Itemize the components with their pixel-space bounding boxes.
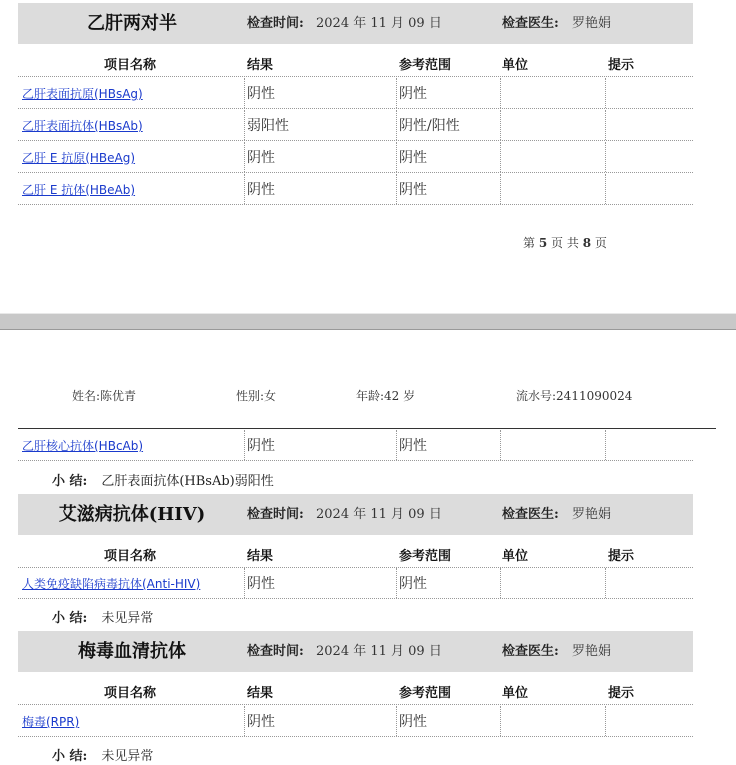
summary-hbv: 小 结: 乙肝表面抗体(HBsAb)弱阳性 [52, 474, 274, 489]
col-result-header: 结果 [247, 686, 274, 701]
table-row [18, 110, 693, 141]
patient-age: 年龄:42 岁 [356, 389, 416, 403]
page-separator [0, 313, 736, 330]
col-ref-header: 参考范围 [399, 686, 452, 701]
table-header [18, 537, 693, 568]
table-header [18, 46, 693, 77]
result-value: 阴性 [247, 150, 275, 166]
col-result-header: 结果 [247, 549, 274, 564]
exam-time-label: 检查时间: [247, 644, 304, 659]
result-value: 阴性 [247, 714, 275, 730]
ref-range: 阴性 [399, 714, 427, 730]
exam-time-label: 检查时间: [247, 16, 304, 31]
item-link[interactable]: 乙肝表面抗原(HBsAg) [22, 87, 143, 101]
serial-number: 流水号:2411090024 [516, 389, 633, 403]
ref-range: 阴性 [399, 86, 427, 102]
item-link[interactable]: 乙肝 E 抗原(HBeAg) [22, 151, 136, 165]
col-name-header: 项目名称 [104, 686, 157, 701]
footer-post: 页 [594, 236, 607, 250]
result-value: 阴性 [247, 86, 275, 102]
col-ref-header: 参考范围 [399, 58, 452, 73]
col-result-header: 结果 [247, 58, 274, 73]
section-title: 乙肝两对半 [87, 13, 177, 34]
ref-range: 阴性 [399, 150, 427, 166]
section-header-hbv [18, 3, 693, 44]
ref-range: 阴性/阳性 [399, 118, 460, 134]
footer-page-number: 5 [538, 236, 548, 250]
footer-mid: 页 共 [551, 236, 579, 250]
doctor-label: 检查医生: [502, 16, 559, 31]
doctor-value: 罗艳娟 [572, 644, 612, 659]
col-ref-header: 参考范围 [399, 549, 452, 564]
ref-range: 阴性 [399, 182, 427, 198]
doctor-label: 检查医生: [502, 644, 559, 659]
result-value: 阴性 [247, 182, 275, 198]
item-link[interactable]: 梅毒(RPR) [22, 715, 80, 729]
table-row [18, 142, 693, 173]
section-header-syphilis [18, 631, 693, 672]
exam-time-label: 检查时间: [247, 507, 304, 522]
item-link[interactable]: 乙肝表面抗体(HBsAb) [22, 119, 143, 133]
table-row [18, 568, 693, 599]
section-header-hiv [18, 494, 693, 535]
item-link[interactable]: 人类免疫缺陷病毒抗体(Anti-HIV) [22, 577, 201, 591]
table-row [18, 706, 693, 737]
page-footer [523, 234, 607, 251]
table-row [18, 430, 693, 461]
item-link[interactable]: 乙肝核心抗体(HBcAb) [22, 439, 144, 453]
ref-range: 阴性 [399, 576, 427, 592]
table-row [18, 78, 693, 109]
col-hint-header: 提示 [608, 686, 635, 701]
col-unit-header: 单位 [502, 686, 529, 701]
exam-time-value: 2024 年 11 月 09 日 [316, 507, 442, 522]
col-name-header: 项目名称 [104, 58, 157, 73]
summary-hiv: 小 结: 未见异常 [52, 611, 154, 626]
summary-syphilis: 小 结: 未见异常 [52, 749, 154, 764]
col-unit-header: 单位 [502, 58, 529, 73]
patient-sex: 性别:女 [236, 389, 277, 403]
ref-range: 阴性 [399, 438, 427, 454]
doctor-label: 检查医生: [502, 507, 559, 522]
col-hint-header: 提示 [608, 549, 635, 564]
col-hint-header: 提示 [608, 58, 635, 73]
col-name-header: 项目名称 [104, 549, 157, 564]
footer-pre: 第 [523, 236, 536, 250]
footer-total-pages: 8 [582, 236, 592, 250]
section-title: 艾滋病抗体(HIV) [58, 504, 206, 525]
patient-name: 姓名:陈优青 [72, 389, 137, 403]
result-value: 弱阳性 [247, 118, 289, 134]
col-unit-header: 单位 [502, 549, 529, 564]
exam-time-value: 2024 年 11 月 09 日 [316, 16, 442, 31]
doctor-value: 罗艳娟 [572, 16, 612, 31]
doctor-value: 罗艳娟 [572, 507, 612, 522]
result-value: 阴性 [247, 576, 275, 592]
exam-time-value: 2024 年 11 月 09 日 [316, 644, 442, 659]
table-header [18, 674, 693, 705]
result-value: 阴性 [247, 438, 275, 454]
table-row [18, 174, 693, 205]
item-link[interactable]: 乙肝 E 抗体(HBeAb) [22, 183, 136, 197]
header-divider [18, 428, 716, 429]
section-title: 梅毒血清抗体 [78, 641, 186, 662]
